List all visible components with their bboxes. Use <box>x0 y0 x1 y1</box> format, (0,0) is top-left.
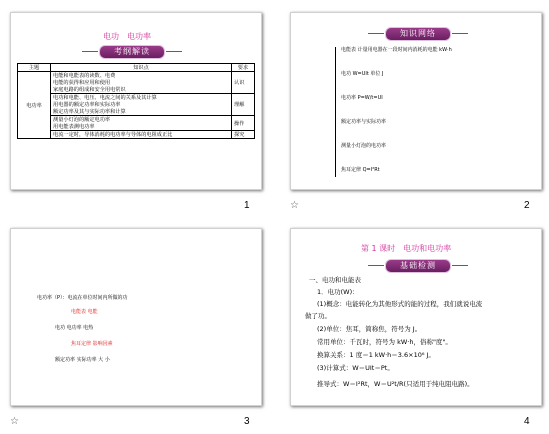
slide-title: 电功 电功率 <box>103 32 151 41</box>
level-cell: 探究 <box>232 131 255 139</box>
content-line: 电能表 电能 <box>71 309 98 315</box>
section-banner: 知识网络 <box>385 27 451 41</box>
slide-3-thumbnail[interactable] <box>10 228 262 406</box>
star-icon: ☆ <box>10 416 19 427</box>
outline-row: 测量小灯泡的电功率 <box>341 143 387 149</box>
point-text: 用电器的额定功率和实际功率 <box>53 102 121 108</box>
content-line: 1．电功(W)： <box>317 288 359 296</box>
outline-row: 焦耳定律 Q=I²Rt <box>341 167 380 173</box>
slide-number: 4 <box>524 416 530 427</box>
point-text: 测量小灯泡的额定电功率 <box>53 117 111 123</box>
content-line: 电功 电功率 电热 <box>55 325 94 331</box>
point-text: 电流一定时，导体消耗的电功率与导体的电阻成正比 <box>53 132 173 138</box>
level-cell: 操作 <box>232 116 255 131</box>
point-text: 家庭电路的组成和安全用电常识 <box>53 87 126 93</box>
slide-1-thumbnail[interactable] <box>10 12 262 190</box>
table-cell <box>51 116 232 131</box>
slide-4-thumbnail[interactable] <box>290 228 542 406</box>
content-line: 常用单位：千瓦时，符号为 kW·h，俗称"度"。 <box>317 338 452 346</box>
knowledge-table <box>17 63 255 139</box>
content-line: 推导式：W＝I²Rt，W＝U²t/R(只适用于纯电阻电路)。 <box>317 380 474 388</box>
table-header: 知识点 <box>51 64 232 72</box>
table-header: 要求 <box>232 64 255 72</box>
lesson-heading: 第 1 课时 电功和电功率 <box>361 244 452 253</box>
point-text: 电能的获得和应用和使用 <box>53 80 111 86</box>
content-line: (2)单位：焦耳，简称焦，符号为 J。 <box>317 325 422 333</box>
outline-row: 电功 W=UIt 单位 J <box>341 71 384 77</box>
outline-row: 电能表 计量用电器在一段时间内消耗的电能 kW·h <box>341 47 452 53</box>
point-text: 电能和电能表的读数、电费 <box>53 73 116 79</box>
content-line: 电功率（P）：电流在单位时间内所做的功 <box>37 295 128 301</box>
content-line: (1)概念：电能转化为其他形式的能的过程，我们就说电流 <box>317 300 483 308</box>
slide-number: 2 <box>524 200 530 211</box>
outline-row: 额定功率与实际功率 <box>341 119 387 125</box>
level-cell: 理解 <box>232 94 255 116</box>
topic-cell: 电功率 <box>18 72 51 139</box>
slide-2-thumbnail[interactable] <box>290 12 542 190</box>
outline-brace <box>335 47 336 177</box>
level-cell: 认识 <box>232 72 255 94</box>
section-title: 一、电功和电能表 <box>309 276 361 284</box>
table-header: 主题 <box>18 64 51 72</box>
table-cell <box>51 72 232 94</box>
section-banner: 基础检测 <box>385 259 451 273</box>
outline-row: 电功率 P=W/t=UI <box>341 95 383 101</box>
content-line: 额定功率 实际功率 大 小 <box>55 357 110 363</box>
point-text: 用电能表测电功率 <box>53 124 95 130</box>
point-text: 额定功率及其与实际功率和计算 <box>53 109 126 115</box>
content-line: 做了功。 <box>305 312 331 320</box>
table-cell <box>51 131 232 139</box>
content-line: (3)计算式：W＝UIt＝Pt。 <box>317 364 394 372</box>
content-line: 换算关系：1 度＝1 kW·h＝3.6×10⁶ J。 <box>317 351 435 359</box>
slide-number: 3 <box>244 416 250 427</box>
slide-number: 1 <box>244 200 250 211</box>
star-icon: ☆ <box>290 200 299 211</box>
section-banner: 考纲解读 <box>99 45 165 59</box>
table-cell <box>51 94 232 116</box>
point-text: 电功和电能、电压、电流之间的关系及其计算 <box>53 95 157 101</box>
content-line: 焦耳定律 影响因素 <box>71 341 113 347</box>
